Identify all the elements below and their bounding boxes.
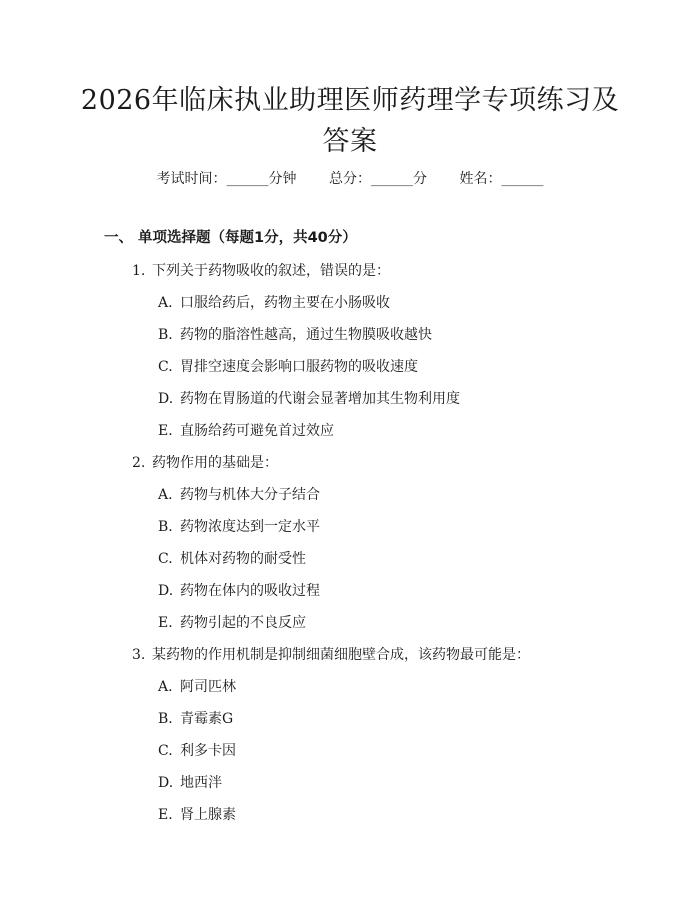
question-3-option-d (158, 773, 222, 793)
question-1-option-c (158, 357, 418, 377)
option-text: 药物在体内的吸收过程 (180, 583, 320, 599)
option-text: 药物的脂溶性越高，通过生物膜吸收越快 (180, 327, 432, 343)
option-text: 口服给药后，药物主要在小肠吸收 (180, 295, 390, 311)
name-label: 姓名： (459, 171, 502, 187)
option-text: 利多卡因 (180, 743, 236, 759)
question-2-option-e (158, 613, 306, 633)
option-text: 肾上腺素 (180, 807, 236, 823)
question-number: 2. (132, 455, 146, 471)
option-text: 地西泮 (180, 775, 222, 791)
option-letter: E. (158, 807, 173, 823)
question-1-option-b (158, 325, 432, 345)
option-letter: D. (158, 583, 174, 599)
question-3-option-c (158, 741, 236, 761)
section-number: 一、 (104, 230, 133, 246)
option-letter: B. (158, 327, 173, 343)
option-letter: C. (158, 359, 173, 375)
option-letter: A. (158, 679, 173, 695)
option-letter: D. (158, 391, 174, 407)
exam-time-label: 考试时间： (156, 171, 227, 187)
question-3 (132, 645, 530, 665)
option-text: 直肠给药可避免首过效应 (180, 423, 334, 439)
section-heading (104, 228, 357, 248)
name-blank: ______ (501, 171, 544, 187)
question-text: 药物作用的基础是： (152, 455, 278, 471)
title-line-2: 答案 (322, 126, 378, 157)
section-title: 单项选择题（每题1分，共40分） (138, 230, 357, 246)
option-letter: A. (158, 295, 173, 311)
question-number: 1. (132, 263, 146, 279)
option-letter: A. (158, 487, 173, 503)
question-2-option-d (158, 581, 320, 601)
exam-info (0, 169, 700, 189)
question-number: 3. (132, 647, 146, 663)
question-1-option-a (158, 293, 390, 313)
question-3-option-e (158, 805, 236, 825)
question-2-option-a (158, 485, 320, 505)
question-text: 下列关于药物吸收的叙述，错误的是： (152, 263, 390, 279)
option-letter: C. (158, 551, 173, 567)
question-text: 某药物的作用机制是抑制细菌细胞壁合成，该药物最可能是： (152, 647, 530, 663)
question-1-option-d (158, 389, 460, 409)
total-score-label: 总分： (329, 171, 371, 187)
title-line-1: 2026年临床执业助理医师药理学专项练习及 (80, 85, 620, 116)
option-letter: D. (158, 775, 174, 791)
option-letter: C. (158, 743, 173, 759)
question-1-option-e (158, 421, 334, 441)
exam-time-blank: ______ (226, 171, 269, 187)
option-text: 药物引起的不良反应 (180, 615, 306, 631)
total-score-field (329, 169, 427, 189)
option-text: 药物在胃肠道的代谢会显著增加其生物利用度 (180, 391, 460, 407)
option-text: 胃排空速度会影响口服药物的吸收速度 (180, 359, 418, 375)
document-title (0, 80, 700, 162)
option-letter: E. (158, 615, 173, 631)
total-score-unit: 分 (413, 171, 427, 187)
exam-time-unit: 分钟 (268, 171, 297, 187)
name-field (459, 169, 543, 189)
question-3-option-b (158, 709, 233, 729)
question-2 (132, 453, 278, 473)
option-text: 药物与机体大分子结合 (180, 487, 320, 503)
question-2-option-c (158, 549, 306, 569)
exam-time-field (157, 169, 297, 189)
question-3-option-a (158, 677, 236, 697)
option-text: 机体对药物的耐受性 (180, 551, 306, 567)
question-1 (132, 261, 390, 281)
option-letter: B. (158, 711, 173, 727)
option-letter: B. (158, 519, 173, 535)
option-letter: E. (158, 423, 173, 439)
option-text: 青霉素G (180, 711, 234, 727)
total-score-blank: ______ (371, 171, 413, 187)
option-text: 药物浓度达到一定水平 (180, 519, 320, 535)
question-2-option-b (158, 517, 320, 537)
option-text: 阿司匹林 (180, 679, 236, 695)
